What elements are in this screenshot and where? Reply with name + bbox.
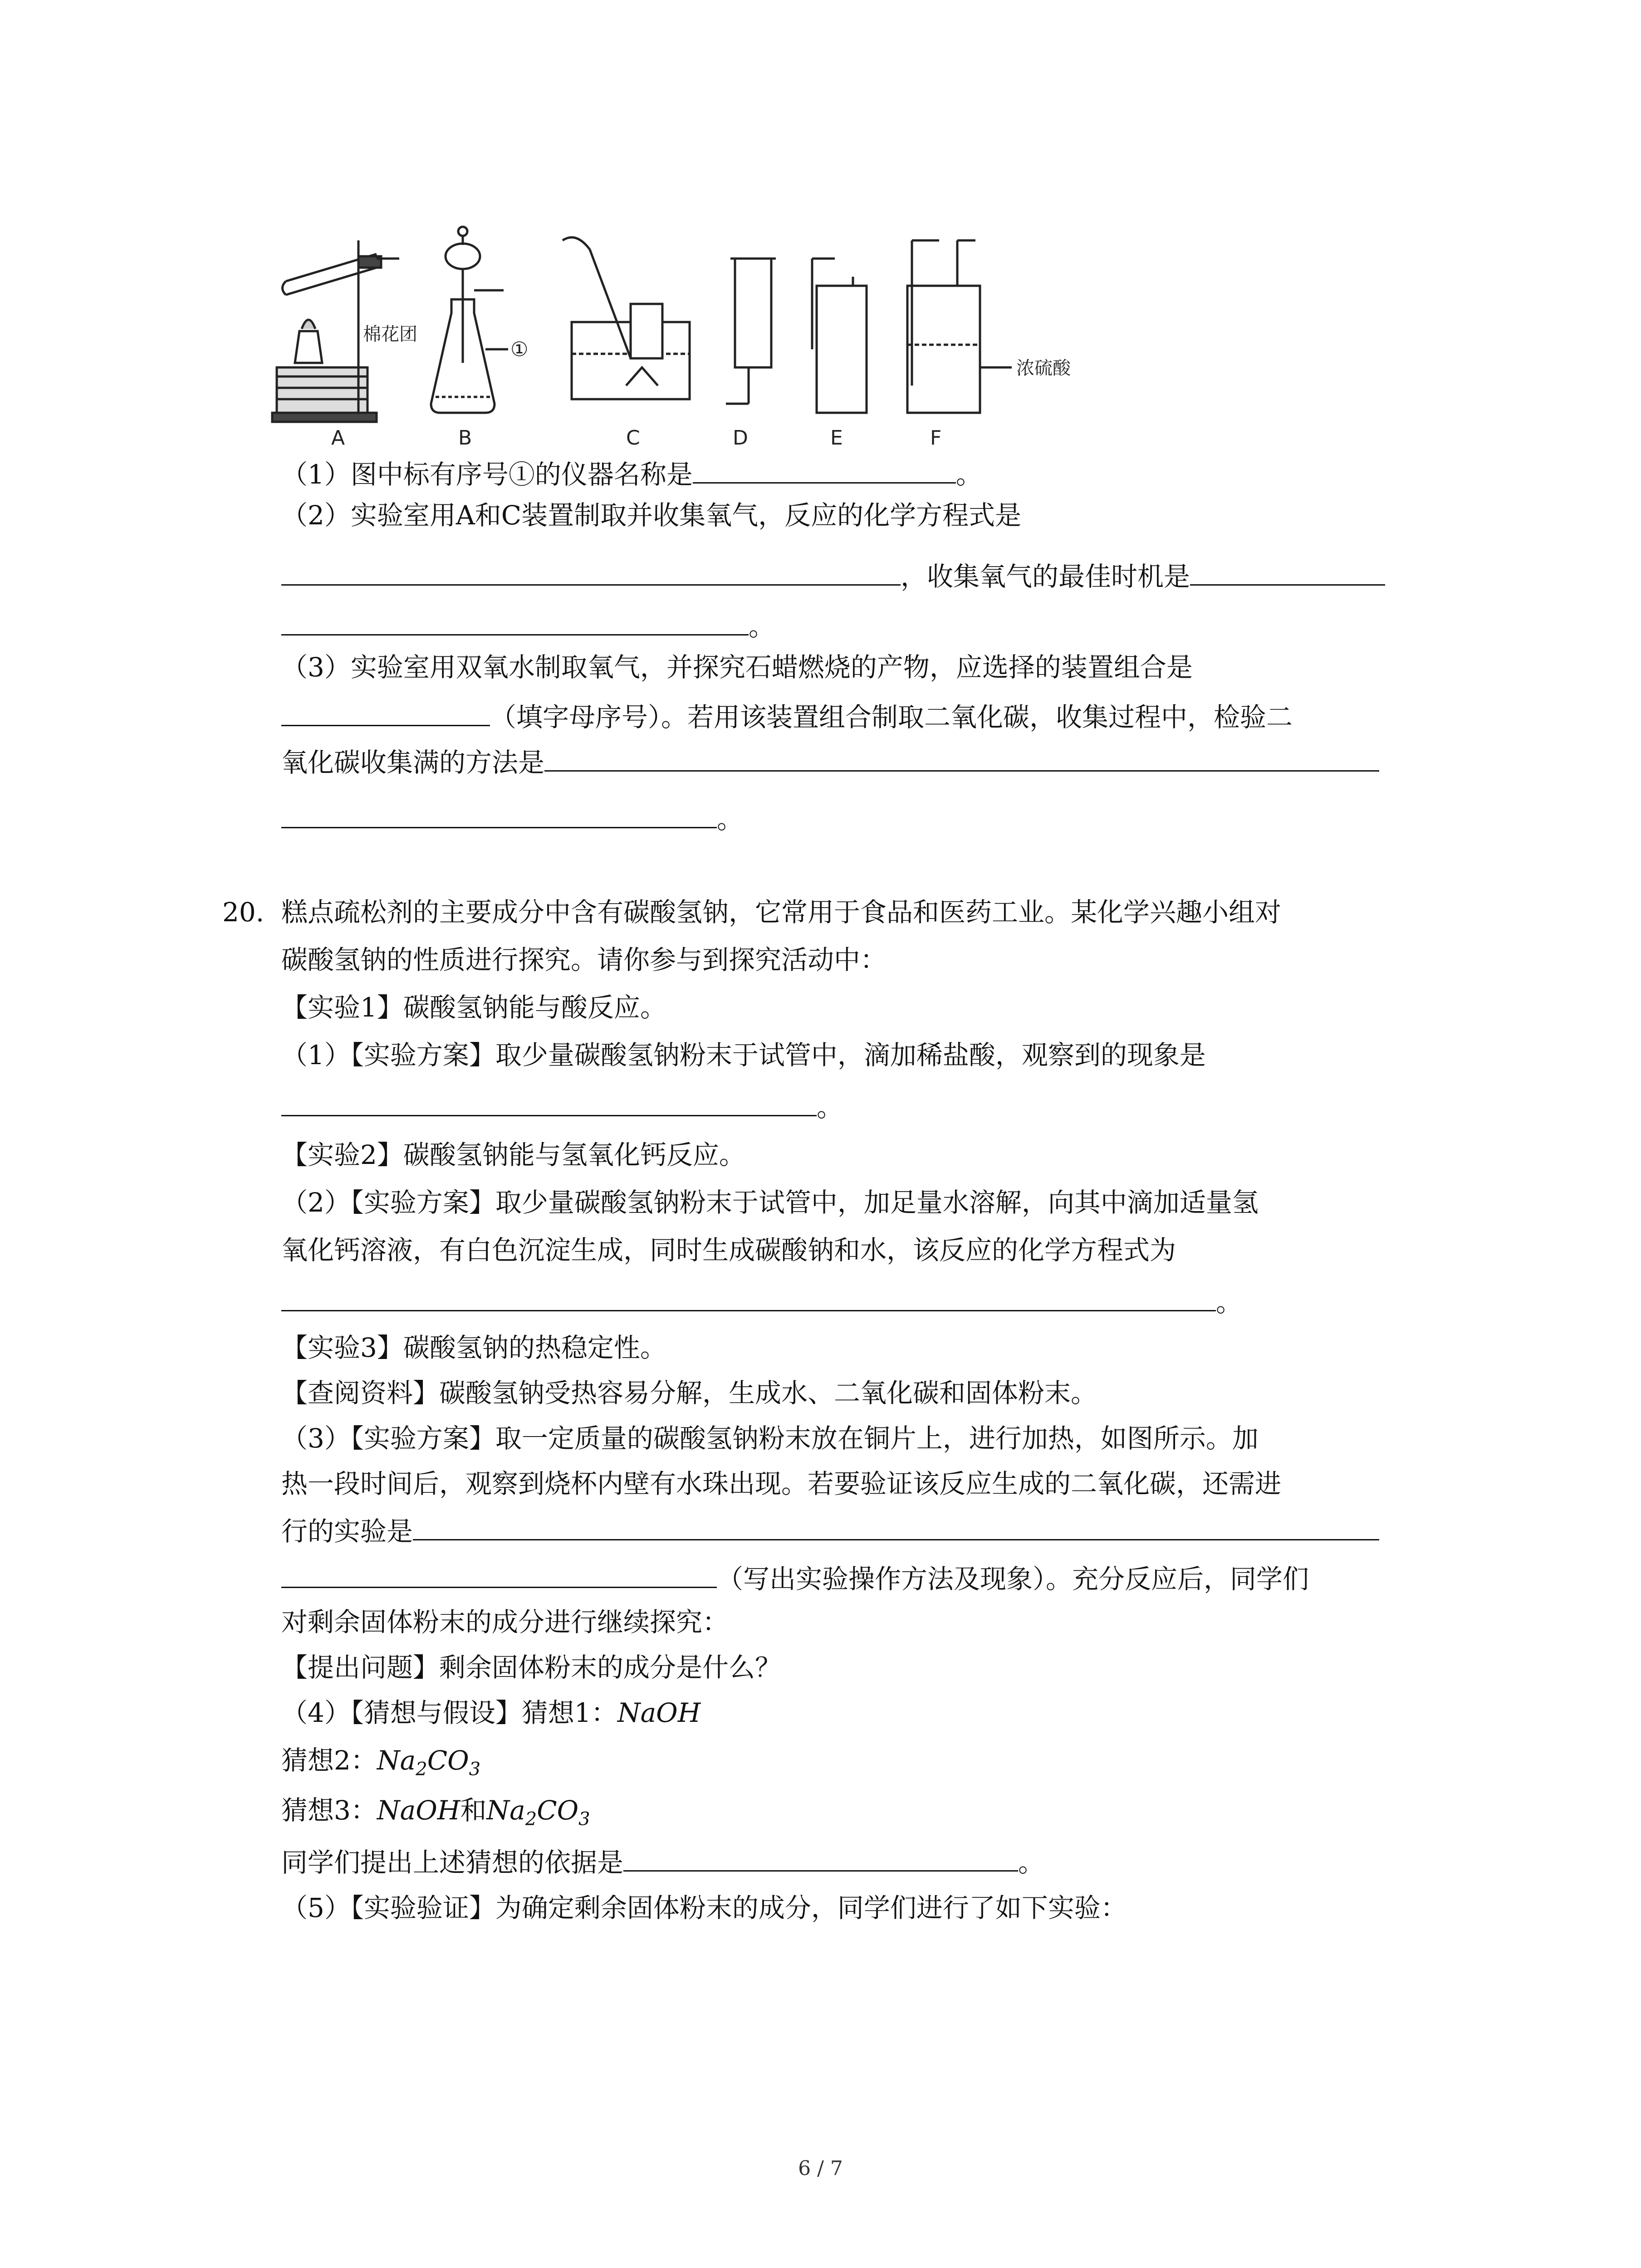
q19-part3-line3-text: 氧化碳收集满的方法是 xyxy=(281,747,545,778)
q20-guess2 xyxy=(281,1744,480,1786)
fig-label-e: E xyxy=(830,426,843,450)
q19-part1-end: 。 xyxy=(955,459,982,490)
q19-part3-end: 。 xyxy=(717,804,744,835)
q20-part2-line1: （2）【实验方案】取少量碳酸氢钠粉末于试管中，加足量水溶解，向其中滴加适量氢 xyxy=(281,1187,1259,1218)
q19-part2-line2 xyxy=(281,558,1385,593)
guess2-label: 猜想2： xyxy=(281,1745,377,1776)
apparatus-d xyxy=(726,259,776,404)
guess1-formula: NaOH xyxy=(617,1697,701,1728)
q20-part3-line3 xyxy=(281,1513,1379,1548)
apparatus-b xyxy=(431,227,508,413)
q19-part2-text: （2）实验室用A和C装置制取并收集氧气，反应的化学方程式是 xyxy=(281,500,1022,531)
q19-part3-line2 xyxy=(281,699,1293,733)
q20-part4 xyxy=(281,1696,700,1729)
q19-part3-text: （3）实验室用双氧水制取氧气，并探究石蜡燃烧的产物，应选择的装置组合是 xyxy=(281,652,1193,683)
q20-part3-line4-text: （写出实验操作方法及现象）。充分反应后，同学们 xyxy=(717,1564,1309,1594)
fig-label-d: D xyxy=(733,426,748,450)
q20-part4-text: （4）【猜想与假设】猜想1： xyxy=(281,1697,617,1728)
q20-part1-end: 。 xyxy=(817,1092,843,1123)
q20-exp3-heading: 【实验3】碳酸氢钠的热稳定性。 xyxy=(281,1332,666,1363)
apparatus-c xyxy=(563,237,690,399)
answer-blank[interactable] xyxy=(281,1560,717,1588)
q19-part1 xyxy=(281,456,982,491)
q20-number: 20. xyxy=(222,897,265,928)
q19-part3-mid: （填字母序号）。若用该装置组合制取二氧化碳，收集过程中，检验二 xyxy=(490,702,1293,733)
guess2-formula: $Na_2CO_3$ xyxy=(377,1745,481,1780)
q19-part2-end: 。 xyxy=(749,611,775,642)
answer-blank[interactable] xyxy=(413,1513,1379,1540)
q19-part3-line3 xyxy=(281,744,1379,779)
q19-part2-mid: ，收集氧气的最佳时机是 xyxy=(901,561,1190,592)
fig-label-f: F xyxy=(930,426,942,450)
answer-blank[interactable] xyxy=(281,608,749,635)
q20-part1: （1）【实验方案】取少量碳酸氢钠粉末于试管中，滴加稀盐酸，观察到的现象是 xyxy=(281,1040,1206,1070)
guess3-formula-1: NaOH xyxy=(377,1795,460,1826)
apparatus-f xyxy=(907,240,1012,413)
q20-basis-text: 同学们提出上述猜想的依据是 xyxy=(281,1847,624,1878)
answer-blank[interactable] xyxy=(623,1844,1018,1872)
fig-annot-circle: ① xyxy=(510,338,529,361)
fig-label-c: C xyxy=(626,426,640,450)
guess3-label: 猜想3： xyxy=(281,1795,377,1826)
q19-part1-text: （1）图中标有序号①的仪器名称是 xyxy=(281,459,693,490)
q20-basis-end: 。 xyxy=(1018,1847,1045,1878)
q20-part2-line2: 氧化钙溶液，有白色沉淀生成，同时生成碳酸钠和水，该反应的化学方程式为 xyxy=(281,1235,1176,1266)
q20-intro-line2: 碳酸氢钠的性质进行探究。请你参与到探究活动中： xyxy=(281,944,887,975)
answer-blank[interactable] xyxy=(281,801,717,828)
answer-blank[interactable] xyxy=(1190,558,1385,586)
q20-part2-line3 xyxy=(281,1284,1242,1319)
q20-part3-line4 xyxy=(281,1560,1309,1595)
answer-blank[interactable] xyxy=(281,1284,1216,1311)
guess3-formula-2: $Na_2CO_3$ xyxy=(486,1795,590,1830)
q20-part1-line2 xyxy=(281,1089,843,1124)
q20-exp1-heading: 【实验1】碳酸氢钠能与酸反应。 xyxy=(281,992,666,1023)
answer-blank[interactable] xyxy=(281,1089,817,1116)
apparatus-e xyxy=(812,259,867,413)
q20-guess3 xyxy=(281,1794,590,1836)
answer-blank[interactable] xyxy=(281,699,490,726)
answer-blank[interactable] xyxy=(281,558,901,586)
fig-label-b: B xyxy=(458,426,472,450)
q19-part3 xyxy=(281,651,1193,684)
q20-exp2-heading: 【实验2】碳酸氢钠能与氢氧化钙反应。 xyxy=(281,1139,745,1170)
q20-part3-line2: 热一段时间后，观察到烧杯内壁有水珠出现。若要验证该反应生成的二氧化碳，还需进 xyxy=(281,1468,1282,1499)
fig-annot-cotton: 棉花团 xyxy=(363,324,417,345)
answer-blank[interactable] xyxy=(693,456,956,484)
q20-part2-end: 。 xyxy=(1216,1287,1243,1318)
fig-annot-acid: 浓硫酸 xyxy=(1016,358,1071,379)
apparatus-figure xyxy=(268,213,1071,450)
q19-part2-line3 xyxy=(281,608,775,643)
q20-basis xyxy=(281,1844,1044,1879)
q20-part3-line1: （3）【实验方案】取一定质量的碳酸氢钠粉末放在铜片上，进行加热，如图所示。加 xyxy=(281,1423,1259,1454)
fig-label-a: A xyxy=(331,426,345,450)
q20-question: 【提出问题】剩余固体粉末的成分是什么？ xyxy=(281,1652,782,1683)
guess3-and: 和 xyxy=(460,1795,487,1826)
q19-part2 xyxy=(281,499,1021,532)
answer-blank[interactable] xyxy=(544,744,1379,772)
q19-part3-line4 xyxy=(281,801,743,836)
q20-part3-line3-text: 行的实验是 xyxy=(281,1516,413,1547)
q20-intro-line1: 糕点疏松剂的主要成分中含有碳酸氢钠，它常用于食品和医药工业。某化学兴趣小组对 xyxy=(281,897,1282,928)
q20-info: 【查阅资料】碳酸氢钠受热容易分解，生成水、二氧化碳和固体粉末。 xyxy=(281,1378,1097,1408)
q20-part5: （5）【实验验证】为确定剩余固体粉末的成分，同学们进行了如下实验： xyxy=(281,1892,1127,1923)
q20-part3-line5: 对剩余固体粉末的成分进行继续探究： xyxy=(281,1607,729,1637)
page-number: 6 / 7 xyxy=(798,2157,843,2180)
